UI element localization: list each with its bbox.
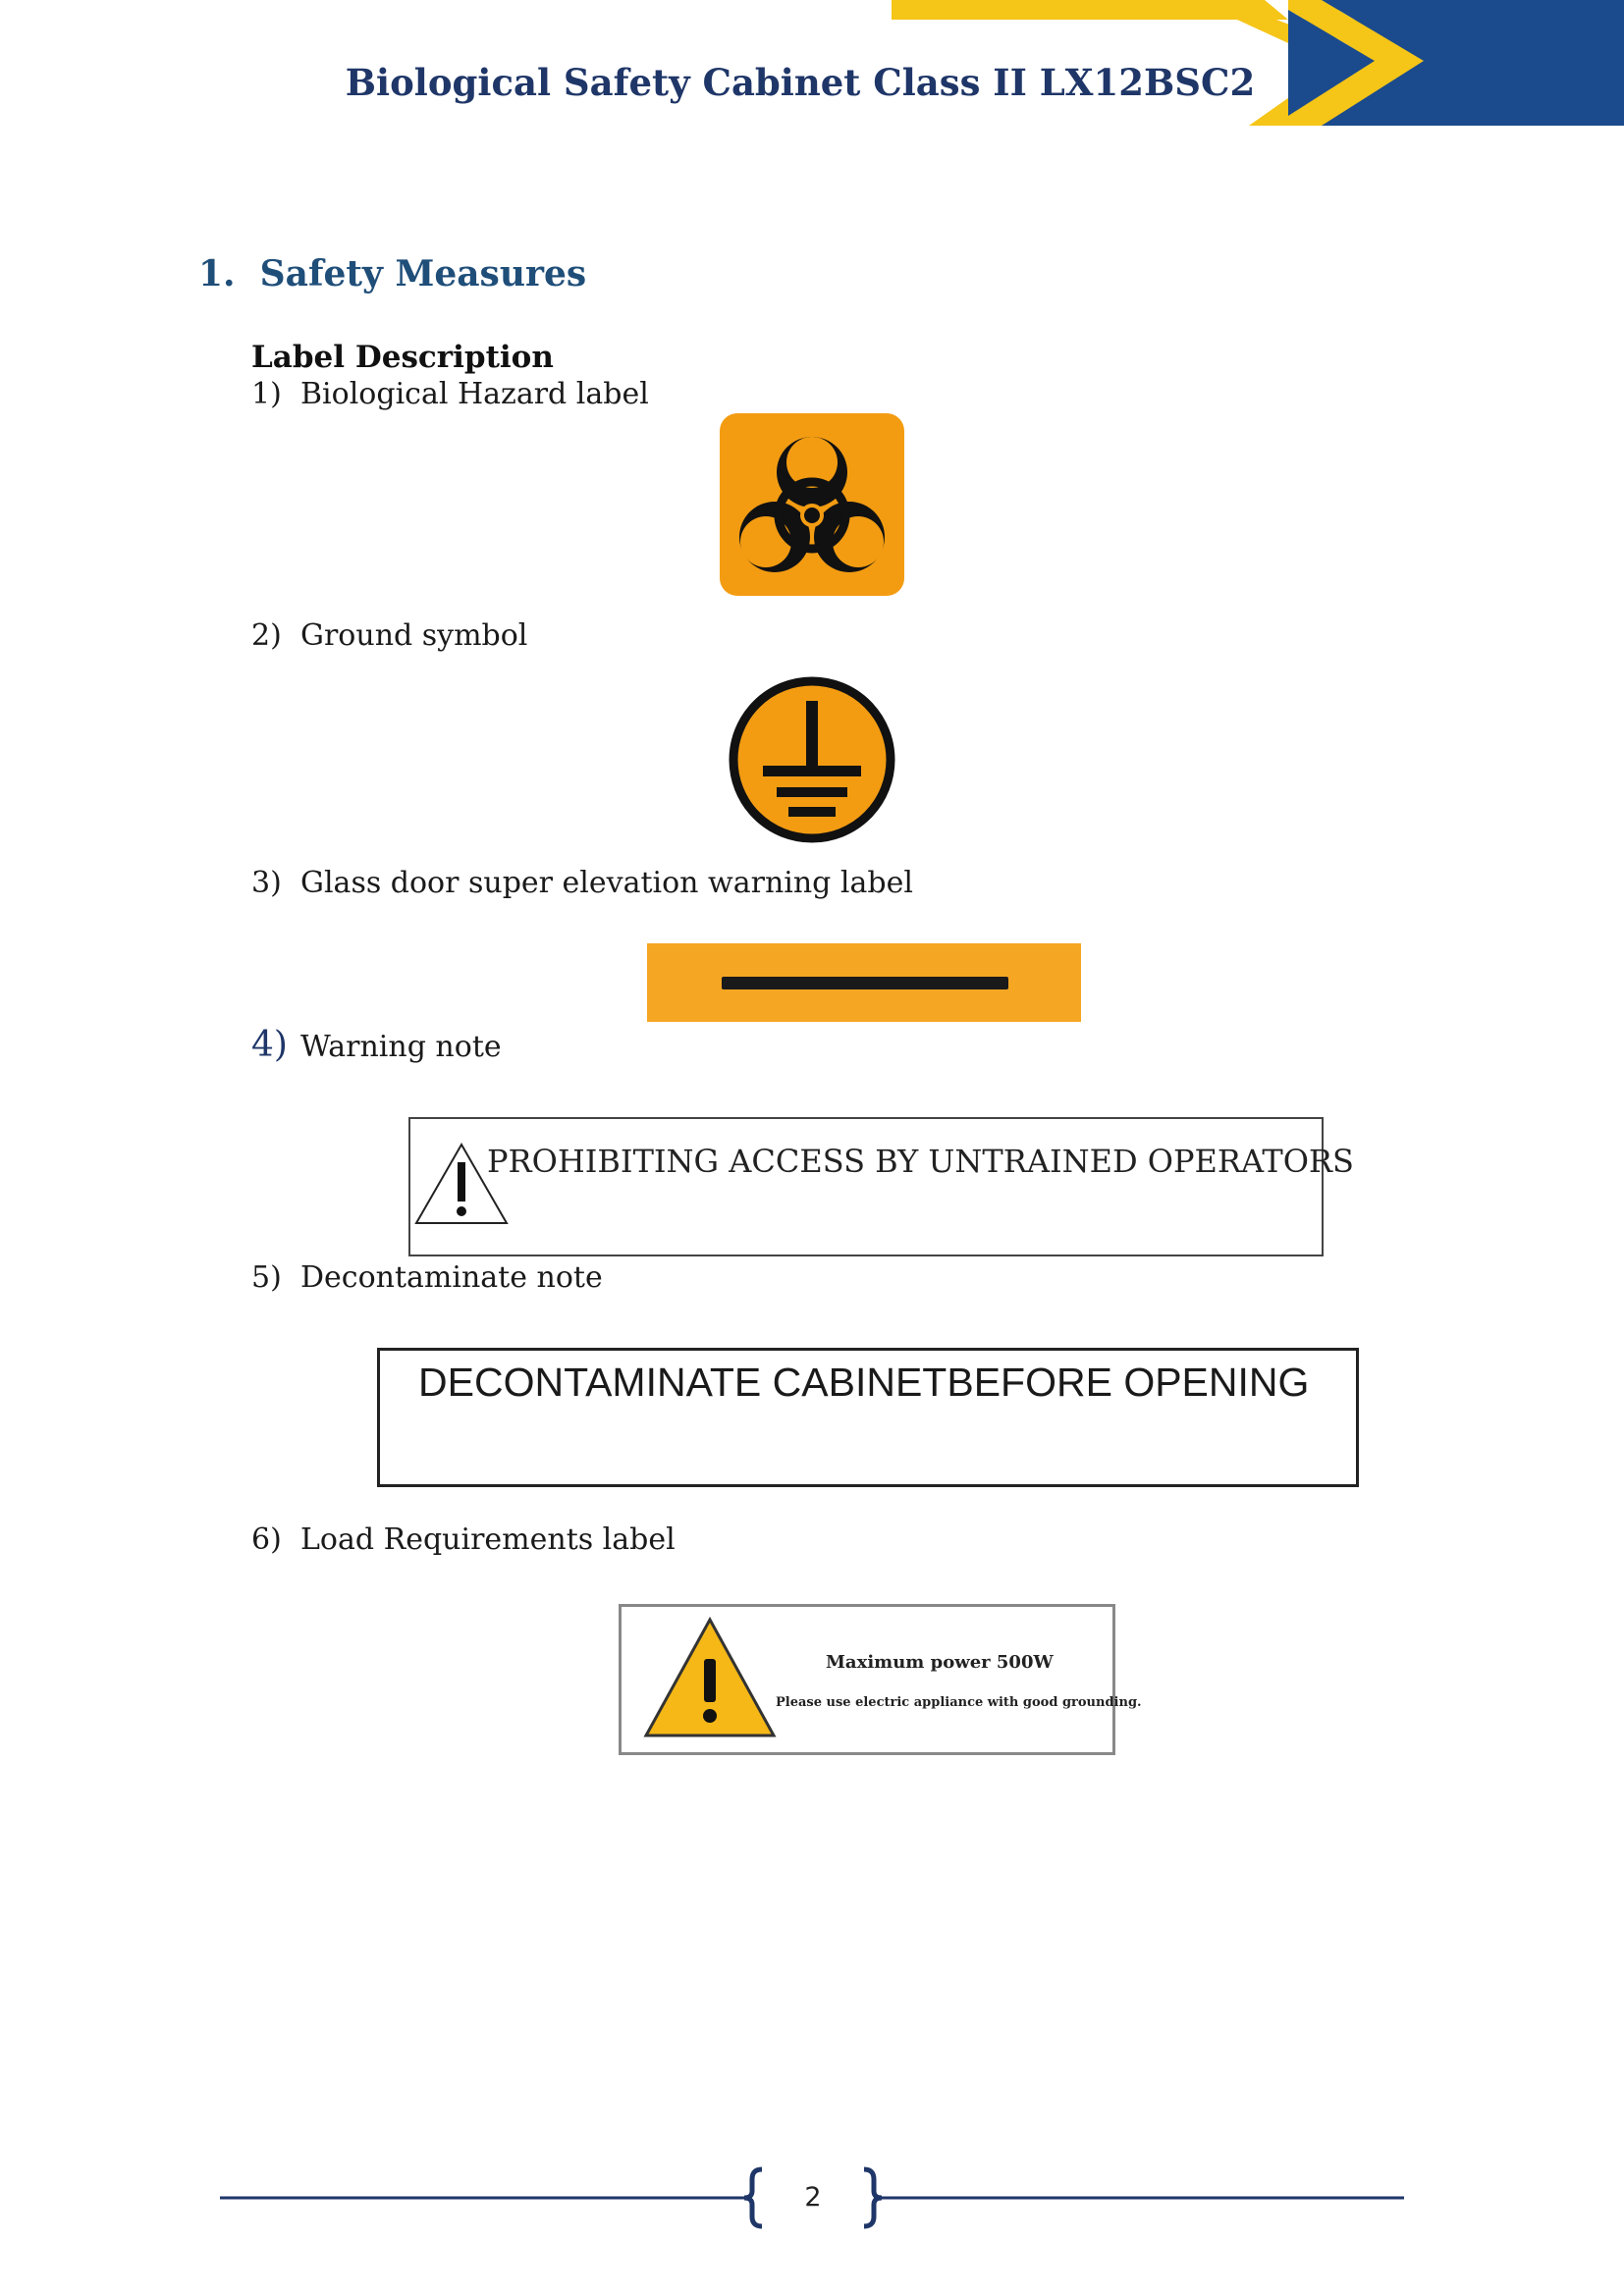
header-yellow-bar — [892, 0, 1288, 20]
section-title: Safety Measures — [259, 253, 587, 294]
list-item-number: 4) — [251, 1025, 288, 1065]
list-item-text: Decontaminate note — [300, 1260, 603, 1295]
biohazard-icon — [720, 413, 904, 596]
warning-note-label — [408, 1117, 1324, 1256]
list-item-ground — [251, 618, 527, 653]
list-item-biohazard — [251, 377, 649, 411]
list-item-number: 6) — [251, 1522, 282, 1557]
list-item-text: Ground symbol — [300, 618, 528, 653]
ground-icon — [728, 675, 896, 844]
list-item-number: 2) — [251, 618, 282, 653]
section-heading — [198, 253, 586, 294]
list-item-text: Glass door super elevation warning label — [300, 866, 913, 900]
decontaminate-text: DECONTAMINATE CABINETBEFORE OPENING — [418, 1360, 1310, 1405]
load-title: Maximum power 500W — [826, 1652, 1054, 1673]
list-item-warning-note — [251, 1025, 502, 1065]
list-item-number: 1) — [251, 377, 282, 411]
list-item-number: 3) — [251, 866, 282, 900]
page-number: 2 — [804, 2182, 822, 2213]
list-item-decontaminate — [251, 1260, 603, 1295]
warning-triangle-icon — [642, 1616, 778, 1739]
section-number: 1. — [198, 253, 236, 294]
warning-note-text: PROHIBITING ACCESS BY UNTRAINED OPERATORS — [487, 1143, 1354, 1180]
list-item-number: 5) — [251, 1260, 282, 1295]
header-graphic — [884, 0, 1624, 128]
document-header-title: Biological Safety Cabinet Class II LX12BSC2 — [345, 61, 1256, 104]
list-item-text: Warning note — [300, 1030, 502, 1064]
list-item-load — [251, 1522, 676, 1557]
list-item-text: Load Requirements label — [300, 1522, 676, 1557]
list-item-text: Biological Hazard label — [300, 377, 649, 411]
load-subtitle: Please use electric appliance with good grounding. — [776, 1695, 1142, 1710]
list-item-elevation — [251, 866, 913, 900]
elevation-bar-icon — [647, 943, 1081, 1022]
label-description-heading: Label Description — [251, 340, 554, 375]
